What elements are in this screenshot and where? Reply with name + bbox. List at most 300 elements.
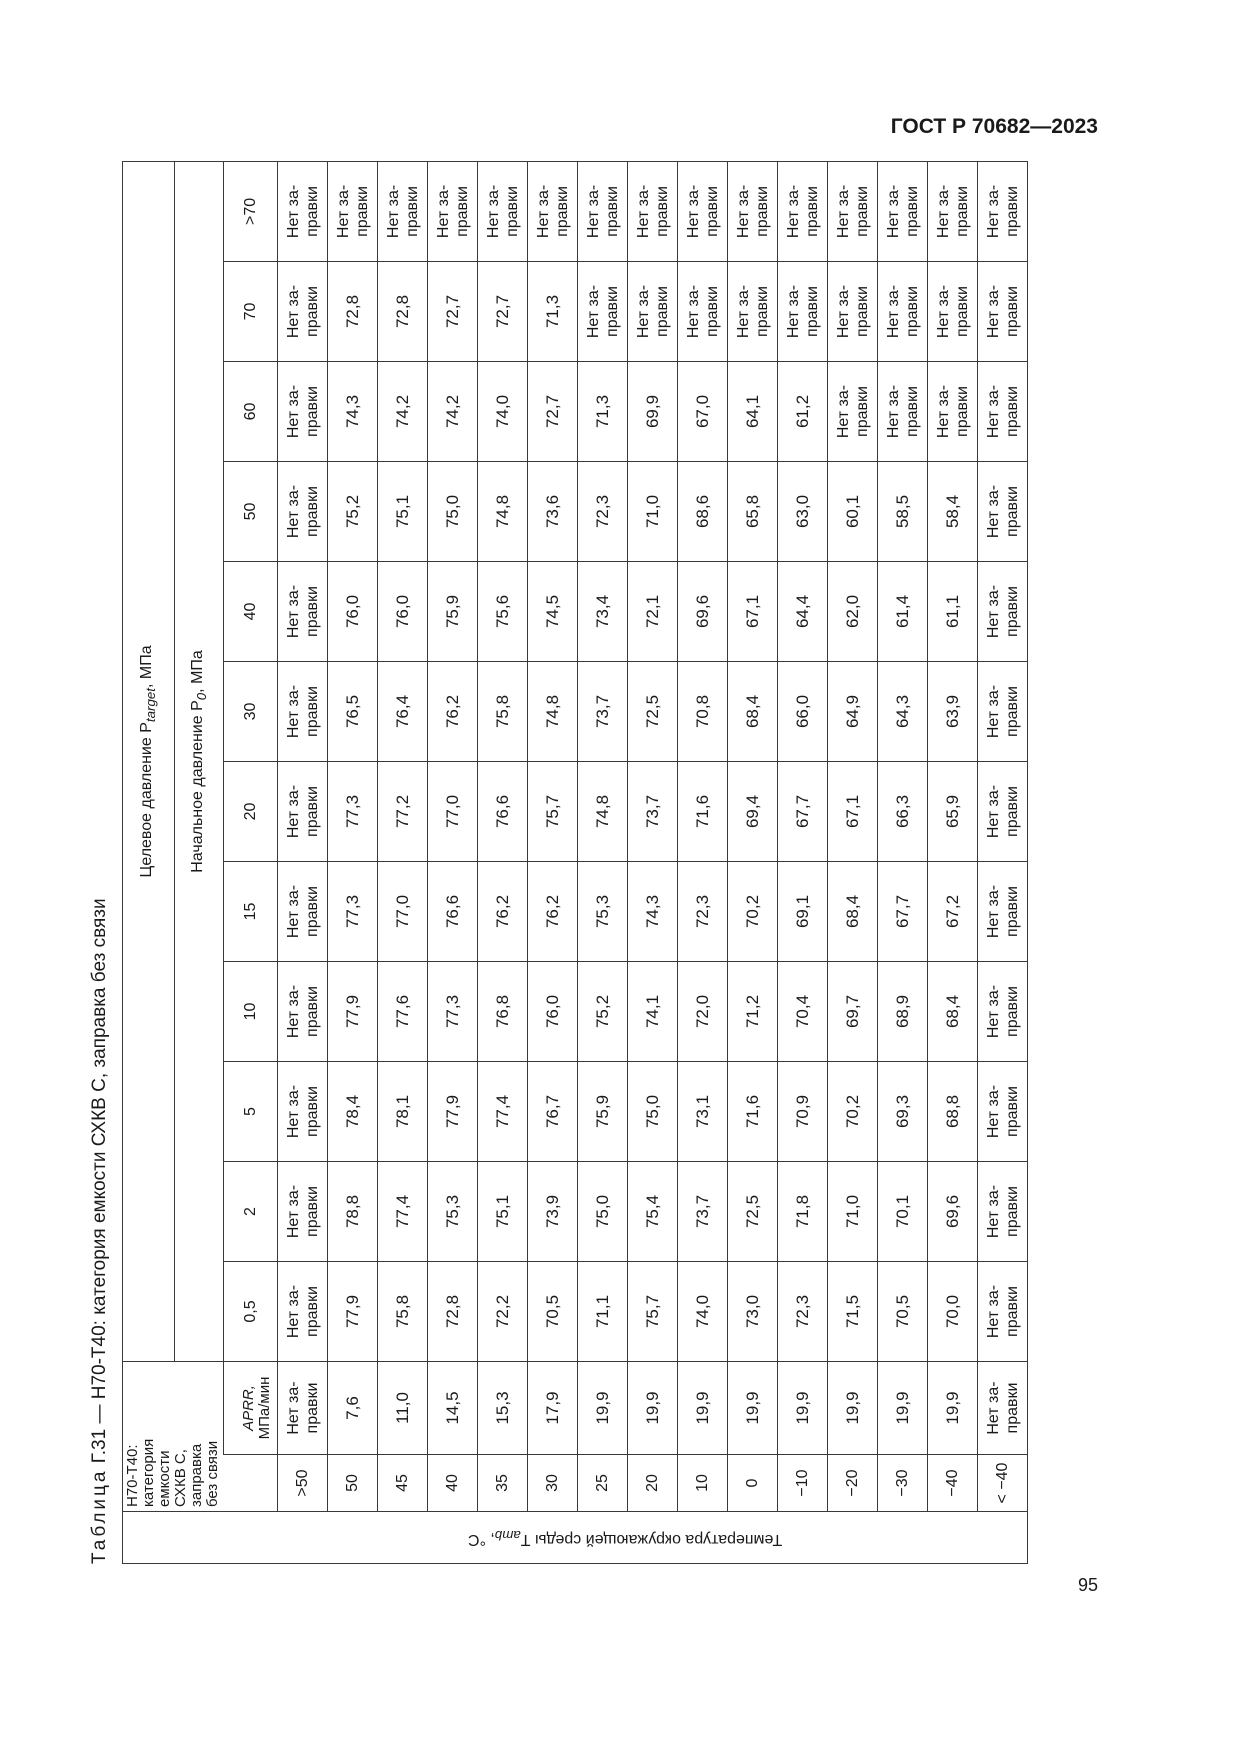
value-cell [978, 762, 1028, 862]
pressure-column-header: 70 [224, 262, 278, 362]
value-cell [628, 262, 678, 362]
temperature-cell: 20 [628, 1455, 678, 1512]
pressure-column-header: >70 [224, 161, 278, 261]
no-fill-text: Нет за- [984, 384, 1002, 439]
temperature-cell: −40 [928, 1455, 978, 1512]
no-fill-text: правки [1003, 986, 1021, 1037]
value-cell: 69,3 [878, 1062, 928, 1162]
no-fill-text: Нет за- [284, 1084, 302, 1139]
no-fill-text: Нет за- [734, 284, 752, 339]
temperature-cell: 25 [578, 1455, 628, 1512]
no-fill-text: правки [1003, 686, 1021, 737]
target-pressure-unit: , МПа [138, 645, 156, 689]
no-fill-text: Нет за- [384, 184, 402, 239]
rotated-table-sheet [82, 144, 1082, 1564]
no-fill-text: Нет за- [984, 584, 1002, 639]
value-cell: 75,9 [578, 1062, 628, 1162]
value-cell [928, 161, 978, 261]
value-cell: 69,4 [728, 762, 778, 862]
value-cell: 76,2 [428, 662, 478, 762]
no-fill-text: правки [903, 386, 921, 437]
no-fill-text: Нет за- [984, 1084, 1002, 1139]
no-fill-text: Нет за- [834, 184, 852, 239]
value-cell: 69,7 [828, 962, 878, 1062]
no-fill-text: правки [953, 186, 971, 237]
temperature-cell: −20 [828, 1455, 878, 1512]
table-row [378, 161, 428, 1563]
value-cell: 76,5 [328, 662, 378, 762]
value-cell: 74,3 [328, 362, 378, 462]
value-cell: 58,4 [928, 462, 978, 562]
value-cell [978, 862, 1028, 962]
value-cell: 69,6 [928, 1162, 978, 1262]
no-fill-text: Нет за- [284, 1284, 302, 1339]
value-cell: 75,7 [628, 1262, 678, 1362]
value-cell [578, 161, 628, 261]
value-cell: 71,8 [778, 1162, 828, 1262]
no-fill-text: Нет за- [634, 184, 652, 239]
value-cell [978, 662, 1028, 762]
ambient-label: Температура окружающей среды T [520, 1530, 783, 1548]
no-fill-text: правки [303, 1286, 321, 1337]
no-fill-text: Нет за- [884, 184, 902, 239]
value-cell [978, 962, 1028, 1062]
ambient-temperature-label [224, 1512, 1028, 1564]
temperature-cell: 30 [528, 1455, 578, 1512]
value-cell: 72,3 [778, 1262, 828, 1362]
value-cell: 75,4 [628, 1162, 678, 1262]
category-label-line: категория [140, 1438, 157, 1507]
pressure-column-header: 50 [224, 462, 278, 562]
value-cell: 73,7 [628, 762, 678, 862]
no-fill-text: Нет за- [984, 484, 1002, 539]
value-cell: 71,5 [828, 1262, 878, 1362]
value-cell [978, 562, 1028, 662]
target-pressure-sub: target [143, 688, 159, 723]
no-fill-text: правки [703, 186, 721, 237]
value-cell: 76,6 [478, 762, 528, 862]
value-cell: 62,0 [828, 562, 878, 662]
aprr-cell: 15,3 [478, 1362, 528, 1455]
value-cell: 74,1 [628, 962, 678, 1062]
table-row [428, 161, 478, 1563]
temperature-cell: 0 [728, 1455, 778, 1512]
aprr-cell: 19,9 [778, 1362, 828, 1455]
aprr-cell [278, 1362, 328, 1455]
value-cell: 76,7 [528, 1062, 578, 1162]
no-fill-text: правки [703, 286, 721, 337]
category-label-line: без связи [204, 1440, 221, 1507]
no-fill-text: Нет за- [984, 684, 1002, 739]
value-cell: 76,2 [478, 862, 528, 962]
no-fill-text: правки [303, 686, 321, 737]
ambient-unit: , °C [468, 1530, 495, 1548]
value-cell: 73,9 [528, 1162, 578, 1262]
no-fill-text: правки [653, 186, 671, 237]
value-cell: 72,2 [478, 1262, 528, 1362]
value-cell: 70,8 [678, 662, 728, 762]
value-cell [978, 1062, 1028, 1162]
no-fill-text: правки [1003, 186, 1021, 237]
value-cell [278, 362, 328, 462]
temperature-cell: −10 [778, 1455, 828, 1512]
no-fill-text: Нет за- [784, 284, 802, 339]
side-label-cell [123, 1512, 224, 1564]
value-cell [278, 862, 328, 962]
no-fill-text: правки [903, 186, 921, 237]
no-fill-text: Нет за- [684, 184, 702, 239]
value-cell [878, 362, 928, 462]
value-cell: 74,0 [678, 1262, 728, 1362]
caption-text: Г.31 — Н70-Т40: категория емкости СХКВ С, заправка без связи [89, 898, 110, 1464]
value-cell: 64,3 [878, 662, 928, 762]
no-fill-text: правки [803, 286, 821, 337]
value-cell [328, 161, 378, 261]
no-fill-text: Нет за- [934, 284, 952, 339]
value-cell: 75,6 [478, 562, 528, 662]
pressure-table [122, 161, 1028, 1564]
aprr-label: APRR, [240, 1385, 257, 1431]
value-cell: 70,5 [528, 1262, 578, 1362]
value-cell: 73,7 [578, 662, 628, 762]
table-row [278, 161, 328, 1563]
pressure-column-header: 10 [224, 962, 278, 1062]
no-fill-text: Нет за- [284, 1381, 302, 1435]
no-fill-text: правки [853, 386, 871, 437]
value-cell: 70,1 [878, 1162, 928, 1262]
value-cell: 71,1 [578, 1262, 628, 1362]
value-cell [278, 462, 328, 562]
temperature-cell: 45 [378, 1455, 428, 1512]
value-cell: 75,0 [578, 1162, 628, 1262]
value-cell [828, 362, 878, 462]
value-cell: 78,8 [328, 1162, 378, 1262]
value-cell: 72,7 [428, 262, 478, 362]
no-fill-text: Нет за- [284, 784, 302, 839]
value-cell [778, 262, 828, 362]
no-fill-text: правки [1003, 1086, 1021, 1137]
pressure-column-header: 40 [224, 562, 278, 662]
value-cell: 77,3 [428, 962, 478, 1062]
no-fill-text: Нет за- [884, 384, 902, 439]
value-cell: 71,6 [678, 762, 728, 862]
no-fill-text: Нет за- [984, 784, 1002, 839]
aprr-unit: МПа/мин [256, 1376, 273, 1440]
value-cell [728, 161, 778, 261]
table-row [678, 161, 728, 1563]
aprr-cell: 7,6 [328, 1362, 378, 1455]
value-cell: 61,2 [778, 362, 828, 462]
value-cell: 74,3 [628, 862, 678, 962]
value-cell: 70,2 [728, 862, 778, 962]
table-row [628, 161, 678, 1563]
initial-pressure-sub: 0 [194, 692, 210, 701]
table-row [478, 161, 528, 1563]
value-cell: 77,4 [378, 1162, 428, 1262]
no-fill-text: Нет за- [284, 284, 302, 339]
value-cell: 69,9 [628, 362, 678, 462]
value-cell [878, 161, 928, 261]
temperature-cell: 40 [428, 1455, 478, 1512]
value-cell: 67,1 [828, 762, 878, 862]
value-cell: 78,1 [378, 1062, 428, 1162]
header-row-target [123, 161, 175, 1563]
no-fill-text: правки [1003, 486, 1021, 537]
no-fill-text: Нет за- [834, 284, 852, 339]
value-cell: 72,3 [578, 462, 628, 562]
no-fill-text: правки [953, 386, 971, 437]
table-caption [82, 898, 118, 1564]
header-row-initial [175, 161, 224, 1563]
no-fill-text: правки [1003, 286, 1021, 337]
value-cell: 70,9 [778, 1062, 828, 1162]
value-cell [278, 762, 328, 862]
value-cell: 64,9 [828, 662, 878, 762]
value-cell [528, 161, 578, 261]
no-fill-text: правки [303, 286, 321, 337]
value-cell [278, 1062, 328, 1162]
aprr-cell: 19,9 [578, 1362, 628, 1455]
no-fill-text: правки [903, 286, 921, 337]
no-fill-text: правки [953, 286, 971, 337]
no-fill-text: Нет за- [934, 184, 952, 239]
pressure-column-header: 30 [224, 662, 278, 762]
category-label-line: СХКВ С, [172, 1449, 189, 1507]
value-cell: 66,3 [878, 762, 928, 862]
value-cell: 65,9 [928, 762, 978, 862]
pressure-column-header: 60 [224, 362, 278, 462]
value-cell: 74,2 [378, 362, 428, 462]
no-fill-text: Нет за- [434, 184, 452, 239]
category-label-line: Н70-Т40: [124, 1444, 141, 1507]
value-cell: 77,9 [328, 962, 378, 1062]
value-cell: 70,0 [928, 1262, 978, 1362]
value-cell: 73,1 [678, 1062, 728, 1162]
value-cell: 77,0 [428, 762, 478, 862]
temperature-cell: 35 [478, 1455, 528, 1512]
value-cell [678, 161, 728, 261]
value-cell [878, 262, 928, 362]
no-fill-text: Нет за- [934, 384, 952, 439]
temperature-cell: < −40 [978, 1455, 1028, 1512]
value-cell: 75,1 [478, 1162, 528, 1262]
value-cell [278, 962, 328, 1062]
value-cell: 77,9 [328, 1262, 378, 1362]
value-cell: 66,0 [778, 662, 828, 762]
value-cell [978, 1262, 1028, 1362]
value-cell: 71,6 [728, 1062, 778, 1162]
table-row [528, 161, 578, 1563]
no-fill-text: Нет за- [534, 184, 552, 239]
table-row [978, 161, 1028, 1563]
value-cell: 67,7 [878, 862, 928, 962]
value-cell: 75,0 [628, 1062, 678, 1162]
value-cell: 72,7 [478, 262, 528, 362]
target-pressure-label: Целевое давление P [138, 722, 156, 878]
value-cell: 61,1 [928, 562, 978, 662]
value-cell: 76,8 [478, 962, 528, 1062]
value-cell [628, 161, 678, 261]
table-row [728, 161, 778, 1563]
value-cell: 69,6 [678, 562, 728, 662]
caption-prefix: Таблица [89, 1468, 110, 1564]
category-cell [123, 1362, 224, 1512]
no-fill-text: правки [503, 186, 521, 237]
value-cell: 58,5 [878, 462, 928, 562]
value-cell: 77,6 [378, 962, 428, 1062]
table-row [578, 161, 628, 1563]
value-cell: 72,8 [328, 262, 378, 362]
pressure-column-header: 15 [224, 862, 278, 962]
value-cell: 70,5 [878, 1262, 928, 1362]
value-cell: 68,4 [728, 662, 778, 762]
no-fill-text: правки [1003, 586, 1021, 637]
value-cell: 69,1 [778, 862, 828, 962]
table-row [778, 161, 828, 1563]
no-fill-text: Нет за- [684, 284, 702, 339]
no-fill-text: Нет за- [584, 284, 602, 339]
value-cell: 74,2 [428, 362, 478, 462]
initial-pressure-label: Начальное давление P [188, 700, 206, 873]
no-fill-text: Нет за- [334, 184, 352, 239]
no-fill-text: Нет за- [984, 984, 1002, 1039]
no-fill-text: правки [1003, 386, 1021, 437]
value-cell: 76,6 [428, 862, 478, 962]
value-cell [378, 161, 428, 261]
no-fill-text: Нет за- [284, 184, 302, 239]
page-number: 95 [1077, 1575, 1098, 1595]
value-cell: 73,0 [728, 1262, 778, 1362]
temperature-cell: 10 [678, 1455, 728, 1512]
value-cell: 74,5 [528, 562, 578, 662]
value-cell: 75,8 [378, 1262, 428, 1362]
no-fill-text: правки [1003, 786, 1021, 837]
no-fill-text: правки [653, 286, 671, 337]
no-fill-text: Нет за- [284, 1184, 302, 1239]
aprr-header [224, 1362, 278, 1455]
value-cell: 72,3 [678, 862, 728, 962]
value-cell [578, 262, 628, 362]
value-cell: 65,8 [728, 462, 778, 562]
value-cell: 77,2 [378, 762, 428, 862]
value-cell: 68,9 [878, 962, 928, 1062]
no-fill-text: правки [603, 186, 621, 237]
value-cell: 68,8 [928, 1062, 978, 1162]
no-fill-text: Нет за- [984, 1381, 1002, 1435]
ambient-sub: amb [494, 1527, 521, 1543]
no-fill-text: Нет за- [284, 984, 302, 1039]
value-cell: 63,0 [778, 462, 828, 562]
value-cell: 63,9 [928, 662, 978, 762]
value-cell: 75,7 [528, 762, 578, 862]
value-cell: 71,2 [728, 962, 778, 1062]
no-fill-text: Нет за- [984, 184, 1002, 239]
value-cell [278, 662, 328, 762]
value-cell [278, 161, 328, 261]
temperature-cell: >50 [278, 1455, 328, 1512]
value-cell: 76,2 [528, 862, 578, 962]
value-cell: 67,7 [778, 762, 828, 862]
no-fill-text: правки [753, 286, 771, 337]
value-cell: 64,1 [728, 362, 778, 462]
value-cell: 75,1 [378, 462, 428, 562]
no-fill-text: правки [803, 186, 821, 237]
value-cell: 77,3 [328, 862, 378, 962]
value-cell: 73,6 [528, 462, 578, 562]
value-cell: 77,9 [428, 1062, 478, 1162]
category-spacer [224, 1455, 278, 1512]
no-fill-text: правки [603, 286, 621, 337]
value-cell [428, 161, 478, 261]
pressure-column-header: 2 [224, 1162, 278, 1262]
value-cell [278, 262, 328, 362]
value-cell: 67,1 [728, 562, 778, 662]
no-fill-text: правки [453, 186, 471, 237]
value-cell [928, 262, 978, 362]
value-cell: 76,0 [528, 962, 578, 1062]
value-cell [978, 262, 1028, 362]
no-fill-text: правки [303, 886, 321, 937]
value-cell: 72,1 [628, 562, 678, 662]
no-fill-text: Нет за- [284, 884, 302, 939]
value-cell: 60,1 [828, 462, 878, 562]
value-cell [978, 462, 1028, 562]
value-cell [278, 1162, 328, 1262]
value-cell: 74,8 [578, 762, 628, 862]
value-cell [478, 161, 528, 261]
no-fill-text: правки [753, 186, 771, 237]
no-fill-text: правки [1003, 1286, 1021, 1337]
table-row [328, 161, 378, 1563]
no-fill-text: правки [353, 186, 371, 237]
aprr-cell: 14,5 [428, 1362, 478, 1455]
aprr-cell: 19,9 [878, 1362, 928, 1455]
no-fill-text: правки [403, 186, 421, 237]
temperature-cell: −30 [878, 1455, 928, 1512]
value-cell: 72,5 [628, 662, 678, 762]
pressure-column-header: 20 [224, 762, 278, 862]
initial-pressure-unit: , МПа [188, 650, 206, 693]
value-cell: 64,4 [778, 562, 828, 662]
value-cell: 61,4 [878, 562, 928, 662]
value-cell: 68,6 [678, 462, 728, 562]
no-fill-text: Нет за- [784, 184, 802, 239]
value-cell: 75,8 [478, 662, 528, 762]
no-fill-text: правки [303, 1086, 321, 1137]
value-cell: 72,5 [728, 1162, 778, 1262]
value-cell: 75,3 [578, 862, 628, 962]
value-cell: 75,0 [428, 462, 478, 562]
pressure-column-header: 5 [224, 1062, 278, 1162]
value-cell [978, 1162, 1028, 1262]
aprr-cell: 19,9 [678, 1362, 728, 1455]
no-fill-text: правки [853, 186, 871, 237]
value-cell [728, 262, 778, 362]
no-fill-text: Нет за- [284, 584, 302, 639]
target-pressure-header [123, 161, 175, 1361]
aprr-cell: 17,9 [528, 1362, 578, 1455]
value-cell: 71,3 [528, 262, 578, 362]
value-cell: 70,4 [778, 962, 828, 1062]
value-cell [828, 161, 878, 261]
no-fill-text: Нет за- [984, 1184, 1002, 1239]
value-cell: 77,3 [328, 762, 378, 862]
value-cell: 73,4 [578, 562, 628, 662]
value-cell: 71,0 [828, 1162, 878, 1262]
no-fill-text: Нет за- [634, 284, 652, 339]
value-cell: 78,4 [328, 1062, 378, 1162]
no-fill-text: правки [303, 786, 321, 837]
